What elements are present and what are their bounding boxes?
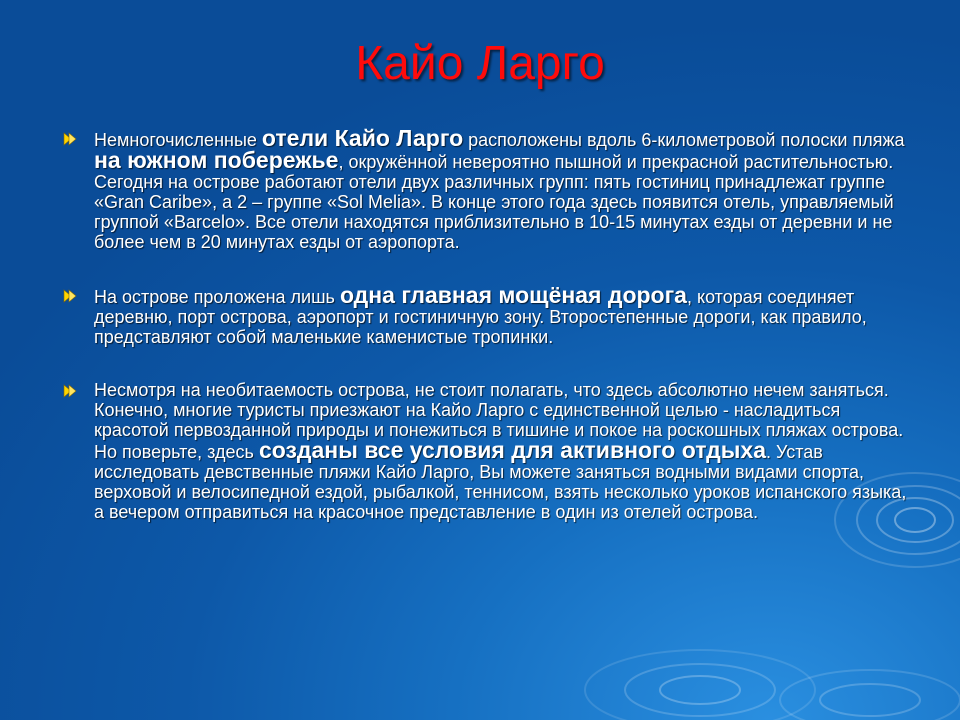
- bullet-text: Несмотря на необитаемость острова, не стоит полагать, что здесь абсолютно нечем заняться. Конечно, многие туристы приезжают на Кайо Ларго с единственной целью - насладиться красотой первозданной природы и понежиться в тишине и покое на роскошных пляжах острова. Но поверьте, здесь: [94, 380, 904, 462]
- bullet-highlight: созданы все условия для активного отдыха: [258, 437, 767, 463]
- bullet-text: . Устав исследовать девственные пляжи Кайо Ларго, Вы можете заняться водными видами спорта, верховой и велосипедной ездой, рыбалкой, теннисом, взять несколько уроков испанского языка, а вечером отправиться на красочное представление в один из отелей острова.: [94, 442, 907, 522]
- bullet-item: [62, 125, 912, 252]
- bullet-text: На острове проложена лишь: [94, 287, 340, 307]
- bullet-item: [62, 380, 912, 522]
- slide-title: Кайо Ларго: [355, 37, 605, 90]
- arrow-bullet-icon: [62, 289, 78, 303]
- arrow-bullet-icon: [62, 132, 78, 146]
- bullet-list: [62, 125, 912, 555]
- bullet-text: , окружённой невероятно пышной и прекрасной растительностью. Сегодня на острове работают отели двух различных групп: пять гостиниц принадлежат группе «Gran Caribe», а 2 – группе «Sol Melia». В конце этого года здесь появится отель, управляемый группой «Barcelo». Все отели находятся приблизительно в 10-15 минутах езды от деревни и не более чем в 20 минутах езды от аэропорта.: [94, 152, 894, 252]
- bullet-highlight: на южном побережье: [94, 147, 339, 173]
- bullet-text: расположены вдоль 6-километровой полоски пляжа: [463, 130, 905, 150]
- bullet-text: , которая соединяет деревню, порт острова, аэропорт и гостиничную зону. Второстепенные дороги, как правило, представляют собой маленькие каменистые тропинки.: [94, 287, 867, 347]
- bullet-highlight: одна главная мощёная дорога: [339, 282, 687, 308]
- bullet-item: [62, 282, 912, 347]
- bullet-highlight: отели Кайо Ларго: [261, 125, 464, 151]
- bullet-text: Немногочисленные: [94, 130, 262, 150]
- arrow-bullet-icon: [62, 384, 78, 398]
